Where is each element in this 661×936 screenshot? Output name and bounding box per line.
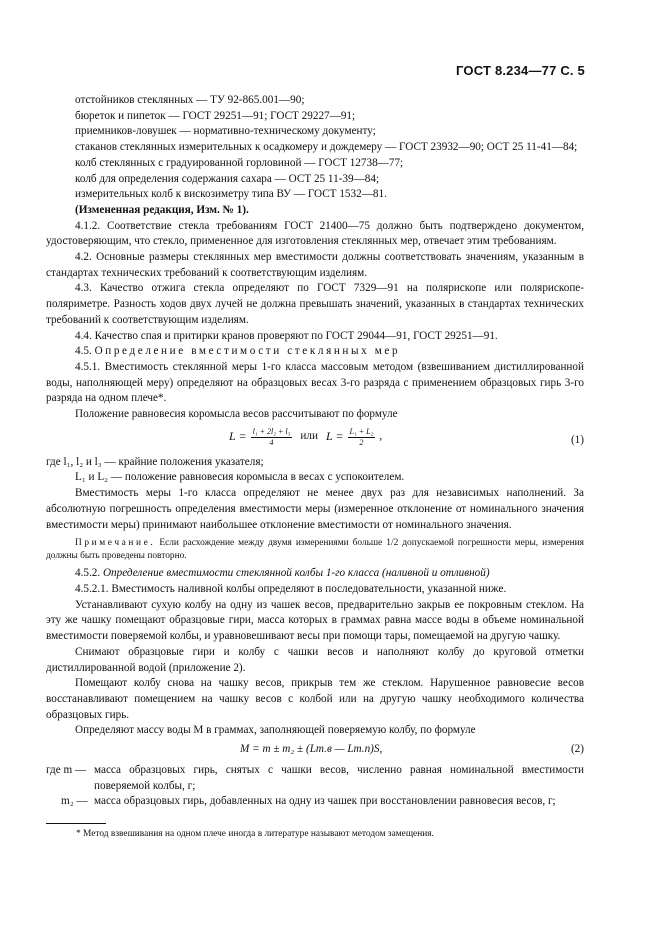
fraction-numerator-2: L₁ + L₂	[349, 426, 374, 436]
formula-1-expression	[229, 427, 382, 448]
where-clause-1b: L₁ и L₂ — положение равновесия коромысла в весах с успокоителем.	[75, 471, 405, 484]
page-header: ГОСТ 8.234—77 С. 5	[456, 63, 585, 78]
formula-intro: Положение равновесия коромысла весов рассчитывают по формуле	[75, 408, 398, 421]
paragraph-4-5-2-1: 4.5.2.1. Вместимость наливной колбы определяют в последовательности, указанной ниже.	[75, 582, 507, 595]
document-body	[46, 93, 584, 810]
fraction-denominator-2: 2	[359, 437, 364, 447]
list-item: бюреток и пипеток — ГОСТ 29251—91; ГОСТ 29227—91;	[75, 109, 356, 122]
paragraph-steps-3: Помещают колбу снова на чашку весов, прикрыв тем же стеклом. Нарушенное равновесие весов восстанавливают помещением на чашку весов с колбой или на другую чашку необходимого количества образцовых гирь.	[46, 677, 584, 721]
paragraph-4-2: 4.2. Основные размеры стеклянных мер вместимости должны соответствовать значениям, указанным в стандартах технических требований к соответствующим изделиям.	[46, 251, 584, 279]
formula-2	[46, 742, 584, 760]
paragraph-4-5-1: 4.5.1. Вместимость стеклянной меры 1-го класса массовым методом (взвешиванием дистиллированной воды, наполняющей меру) определяют на образцовых весах 3-го разряда с применением образцовых гирь 3-го разряда на одном плече*.	[46, 360, 584, 405]
footnote-divider	[46, 823, 106, 824]
fraction-denominator: 4	[269, 437, 274, 447]
fraction-numerator: l₁ + 2l₂ + l₃	[252, 426, 291, 436]
section-title: Определение вместимости стеклянных мер	[94, 345, 401, 358]
section-4-5-heading	[46, 344, 584, 360]
list-item: стаканов стеклянных измерительных к осадкомеру и дождемеру — ГОСТ 23932—90; ОСТ 25 11-41—84;	[75, 141, 578, 154]
where-clause-3	[46, 794, 584, 810]
note-text: Если расхождение между двумя измерениями больше 1/2 допускаемой погрешности меры, измерения должны быть проведены повторно.	[46, 538, 584, 561]
formula-lhs-2: L =	[325, 429, 344, 444]
note	[46, 537, 584, 562]
where-clause-1: где l₁, l₂ и l₃ — крайние положения указателя;	[46, 455, 264, 468]
list-item: отстойников стеклянных — ТУ 92-865.001—90;	[75, 94, 305, 106]
formula-1	[46, 427, 584, 453]
paragraph-steps-1: Устанавливают сухую колбу на одну из чашек весов, предварительно закрыв ее покровным стеклом. На эту же чашку помещают образцовые гири, масса которых в граммах равна массе воды в объеме номинальной вместимости поверяемой колбы, и уравновешивают весы при помощи тары, помещаемой на другую чашку.	[46, 598, 584, 643]
formula-tail: ,	[379, 430, 383, 443]
formula-2-expression: M = m ± m₂ ± (Lт.в — Lт.п)S,	[240, 743, 383, 756]
paragraph-steps-2: Снимают образцовые гири и колбу с чашки весов и наполняют колбу до круговой отметки дистиллированной водой (приложение 2).	[46, 645, 584, 674]
note-label: Примечание.	[75, 538, 156, 549]
where-text: масса образцовых гирь, снятых с чашки весов, численно равная номинальной вместимости поверяемой колбы, г;	[94, 764, 584, 792]
formula-number: (1)	[570, 433, 584, 446]
formula-2-intro: Определяют массу воды M в граммах, заполняющей поверяемую колбу, по формуле	[75, 724, 476, 737]
formula-lhs: L =	[229, 429, 247, 444]
formula-fraction-2	[348, 427, 376, 448]
paragraph-measure: Вместимость меры 1-го класса определяют не менее двух раз для независимых наполнений. За абсолютную погрешность определения вместимости меры (измеренное отклонение от номинального значения вместимости меры) принимают наибольшее отклонение вместимости от номинального значения.	[46, 487, 584, 531]
list-item: измерительных колб к вискозиметру типа ВУ — ГОСТ 1532—81.	[75, 188, 387, 201]
footnote: * Метод взвешивания на одном плече иногда в литературе называют методом замещения.	[76, 829, 434, 839]
formula-or: или	[300, 430, 318, 443]
where-text: масса образцовых гирь, добавленных на одну из чашек при восстановлении равновесия весов, г;	[94, 795, 556, 808]
section-4-5-2-heading	[46, 566, 584, 582]
list-item: приемников-ловушек — нормативно-техническому документу;	[75, 125, 376, 138]
paragraph-4-1-2: 4.1.2. Соответствие стекла требованиям ГОСТ 21400—75 должно быть подтверждено документом, удостоверяющим, что стекло, примененное для изготовления стеклянных мер, отвечает этим требованиям.	[46, 219, 584, 248]
formula-2-number: (2)	[570, 743, 584, 756]
list-item: колб для определения содержания сахара — ОСТ 25 11-39—84;	[75, 172, 380, 185]
where-clause-2	[46, 763, 584, 794]
formula-fraction	[251, 427, 293, 448]
section-number: 4.5.2.	[75, 567, 101, 580]
section-title: Определение вместимости стеклянной колбы 1-го класса (наливной и отливной)	[102, 567, 490, 580]
section-number: 4.5.	[75, 345, 92, 358]
paragraph-4-3: 4.3. Качество отжига стекла определяют по ГОСТ 7329—91 на полярископе или полярископе-поляриметре. Разность ходов двух лучей не должна превышать значений, указанных в стандартах технических требований к соответствующим изделиям.	[46, 282, 584, 326]
list-item: колб стеклянных с градуированной горловиной — ГОСТ 12738—77;	[75, 156, 404, 169]
where-symbol: m₂ —	[61, 795, 88, 808]
edition-note: (Измененная редакция, Изм. № 1).	[75, 203, 249, 216]
where-symbol: где m —	[46, 764, 87, 777]
paragraph-4-4: 4.4. Качество спая и притирки кранов проверяют по ГОСТ 29044—91, ГОСТ 29251—91.	[75, 329, 498, 342]
